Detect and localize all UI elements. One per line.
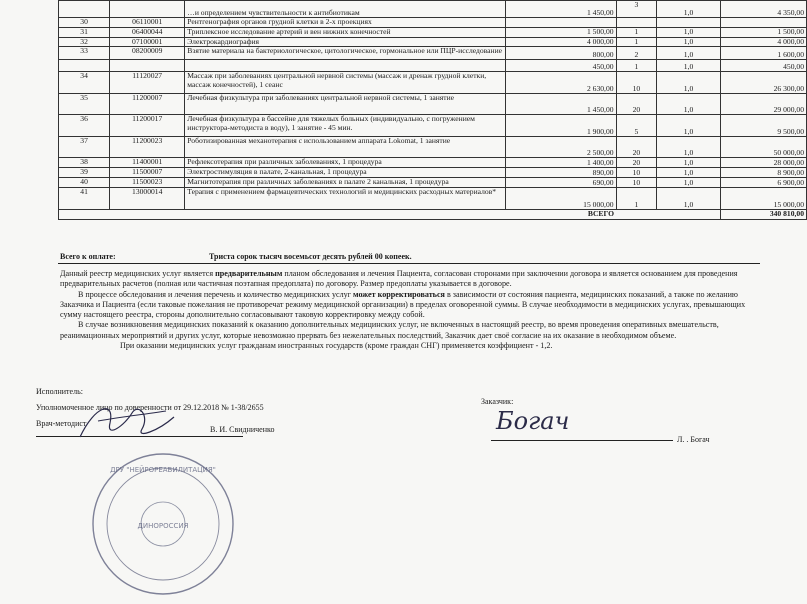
row-sum: 50 000,00	[720, 137, 806, 158]
row-sum	[720, 18, 806, 28]
coefficient: 1,0	[657, 137, 721, 158]
coefficient: 1,0	[657, 115, 721, 137]
unit-price: 1 400,00	[505, 158, 616, 168]
service-code: 11500007	[110, 168, 185, 178]
service-name: …и определением чувствительности к антибиотикам	[185, 1, 505, 18]
row-number: 37	[59, 137, 110, 158]
total-label: ВСЕГО	[59, 210, 617, 220]
row-number: 35	[59, 94, 110, 115]
service-code: 11200007	[110, 94, 185, 115]
unit-price	[505, 18, 616, 28]
unit-price: 15 000,00	[505, 188, 616, 210]
quantity: 10	[616, 178, 657, 188]
row-number: 41	[59, 188, 110, 210]
unit-price: 1 900,00	[505, 115, 616, 137]
row-sum: 9 500,00	[720, 115, 806, 137]
quantity: 20	[616, 137, 657, 158]
separator-line	[58, 263, 760, 264]
unit-price: 2 500,00	[505, 137, 616, 158]
coefficient	[657, 18, 721, 28]
total-sum: 340 810,00	[720, 210, 806, 220]
row-number: 36	[59, 115, 110, 137]
unit-price: 450,00	[505, 60, 616, 72]
due-label: Всего к оплате:	[60, 252, 116, 261]
row-sum: 1 600,00	[720, 47, 806, 60]
service-code: 06110001	[110, 18, 185, 28]
quantity: 2	[616, 47, 657, 60]
coefficient: 1,0	[657, 158, 721, 168]
service-name: Массаж при заболеваниях центральной нервной системы (массаж и дренаж грудной клетки, массаж конечностей), 1 сеанс	[185, 72, 505, 94]
table-row	[59, 18, 807, 28]
coefficient: 1,0	[657, 178, 721, 188]
coefficient: 1,0	[657, 60, 721, 72]
executor-proxy: Уполномоченное лицо по доверенности от 29.12.2018 № 1-38/2655	[36, 403, 264, 412]
quantity: 1	[616, 60, 657, 72]
customer-label: Заказчик:	[481, 397, 514, 406]
row-number: 38	[59, 158, 110, 168]
service-name: Роботизированная механотерапия с использованием аппарата Lokomat, 1 занятие	[185, 137, 505, 158]
executor-role: Врач-методист	[36, 419, 87, 428]
unit-price: 690,00	[505, 178, 616, 188]
quantity: 1	[616, 37, 657, 47]
row-number: 30	[59, 18, 110, 28]
unit-price: 890,00	[505, 168, 616, 178]
unit-price: 1 450,00	[505, 94, 616, 115]
customer-name: Л. . Богач	[677, 435, 710, 444]
quantity: 1	[616, 188, 657, 210]
quantity: 10	[616, 168, 657, 178]
terms-paragraph: При оказании медицинских услуг гражданам иностранных государств (кроме граждан СНГ) применяется коэффициент - 1,2.	[120, 340, 553, 350]
quantity: 10	[616, 72, 657, 94]
quantity: 5	[616, 115, 657, 137]
service-code: 08200009	[110, 47, 185, 60]
service-name: Лечебная физкультура в бассейне для тяжелых больных (индивидуально, с погружением инструктора-методиста в воду), 1 занятие - 45 мин.	[185, 115, 505, 137]
coefficient: 1,0	[657, 72, 721, 94]
row-number: 31	[59, 28, 110, 38]
service-code: 11500023	[110, 178, 185, 188]
row-sum: 26 300,00	[720, 72, 806, 94]
row-sum: 4 000,00	[720, 37, 806, 47]
row-number: 39	[59, 168, 110, 178]
service-code: 11200017	[110, 115, 185, 137]
row-sum: 15 000,00	[720, 188, 806, 210]
service-code: 13000014	[110, 188, 185, 210]
coefficient: 1,0	[657, 94, 721, 115]
service-name: Электростимуляция в палате, 2-канальная, 1 процедура	[185, 168, 505, 178]
services-registry-table	[58, 0, 807, 220]
quantity: 20	[616, 158, 657, 168]
service-name: Магнитотерапия при различных заболеваниях в палате 2 канальная, 1 процедура	[185, 178, 505, 188]
due-amount-words: Триста сорок тысяч восемьсот десять рублей 00 копеек.	[209, 252, 412, 261]
table-row	[59, 115, 807, 137]
table-row	[59, 28, 807, 38]
service-code: 11200023	[110, 137, 185, 158]
coefficient: 1,0	[657, 28, 721, 38]
service-code: 11400001	[110, 158, 185, 168]
unit-price: 1 500,00	[505, 28, 616, 38]
terms-text	[60, 269, 760, 351]
table-row	[59, 137, 807, 158]
service-code: 06400044	[110, 28, 185, 38]
row-sum: 28 000,00	[720, 158, 806, 168]
total-row	[59, 210, 807, 220]
row-number: 34	[59, 72, 110, 94]
service-name: Триплексное исследование артерий и вен нижних конечностей	[185, 28, 505, 38]
table-row	[59, 60, 807, 72]
row-number: 33	[59, 47, 110, 60]
executor-label: Исполнитель:	[36, 387, 83, 396]
service-name: Лечебная физкультура при заболеваниях центральной нервной системы, 1 занятие	[185, 94, 505, 115]
executor-name: В. И. Свидниченко	[210, 425, 275, 434]
service-name: Рефлексотерапия при различных заболеваниях, 1 процедура	[185, 158, 505, 168]
clinic-stamp	[83, 444, 243, 604]
row-number	[59, 60, 110, 72]
row-number: 40	[59, 178, 110, 188]
coefficient: 1,0	[657, 188, 721, 210]
svg-text:ДИНОРОССИЯ: ДИНОРОССИЯ	[137, 522, 189, 530]
executor-signature	[70, 395, 180, 450]
row-number: 32	[59, 37, 110, 47]
row-sum: 450,00	[720, 60, 806, 72]
row-sum: 8 900,00	[720, 168, 806, 178]
table-row	[59, 72, 807, 94]
table-row: …и определением чувствительности к антибиотикам 1 450,00 3 1,0 4 350,00	[59, 1, 807, 18]
table-row	[59, 168, 807, 178]
unit-price: 2 630,00	[505, 72, 616, 94]
table-row	[59, 188, 807, 210]
unit-price: 4 000,00	[505, 37, 616, 47]
table-row	[59, 94, 807, 115]
customer-signature-line	[491, 440, 673, 441]
table-row	[59, 158, 807, 168]
customer-signature: Богач	[496, 407, 570, 435]
quantity: 20	[616, 94, 657, 115]
service-code	[110, 60, 185, 72]
service-name	[185, 60, 505, 72]
table-row	[59, 178, 807, 188]
coefficient: 1,0	[657, 47, 721, 60]
service-name: Взятие материала на бактериологическое, цитологическое, гормональное или ПЦР-исследование	[185, 47, 505, 60]
terms-paragraph: В процессе обследования и лечения перечень и количество медицинских услуг может корректироваться в зависимости от состояния пациента, медицинских показаний, а также по желанию Заказчика и Пациента (если таковые пожелания не противоречат режиму медицинской организации) в пределах оговоренной суммы. В случае необходимости в медицинских услугах, превышающих сумму настоящего реестра, стороны дополнительно согласовывают таковую корректировку между собой.	[60, 289, 746, 320]
coefficient: 1,0	[657, 168, 721, 178]
svg-text:ДРУ "НЕЙРОРЕАБИЛИТАЦИЯ": ДРУ "НЕЙРОРЕАБИЛИТАЦИЯ"	[110, 466, 216, 474]
terms-paragraph: В случае возникновения медицинских показаний к оказанию дополнительных медицинских услуг, не включенных в настоящий реестр, во время проведения оперативных вмешательств, реанимационных мероприятий и других услуг, которые невозможно прервать без нежелательных последствий, Заказчик дает своё согласие на их оказание в необходимом объеме.	[60, 320, 719, 340]
row-sum: 29 000,00	[720, 94, 806, 115]
terms-paragraph: Данный реестр медицинских услуг является предварительным планом обследования и лечения Пациента, согласован сторонами при заключении договора и является основанием для проведения предварительных расчетов (полная или частичная поэтапная предоплата) по договору. Размер предоплаты указывается в договоре.	[60, 269, 738, 289]
unit-price: 800,00	[505, 47, 616, 60]
row-sum: 1 500,00	[720, 28, 806, 38]
service-code: 07100001	[110, 37, 185, 47]
row-sum: 6 900,00	[720, 178, 806, 188]
quantity: 1	[616, 28, 657, 38]
table-row	[59, 47, 807, 60]
quantity	[616, 18, 657, 28]
service-name: Рентгенография органов грудной клетки в 2-х проекциях	[185, 18, 505, 28]
service-code: 11120027	[110, 72, 185, 94]
coefficient: 1,0	[657, 37, 721, 47]
service-name: Электрокардиография	[185, 37, 505, 47]
service-name: Терапия с применением фармацевтических технологий и медицинских расходных материалов*	[185, 188, 505, 210]
